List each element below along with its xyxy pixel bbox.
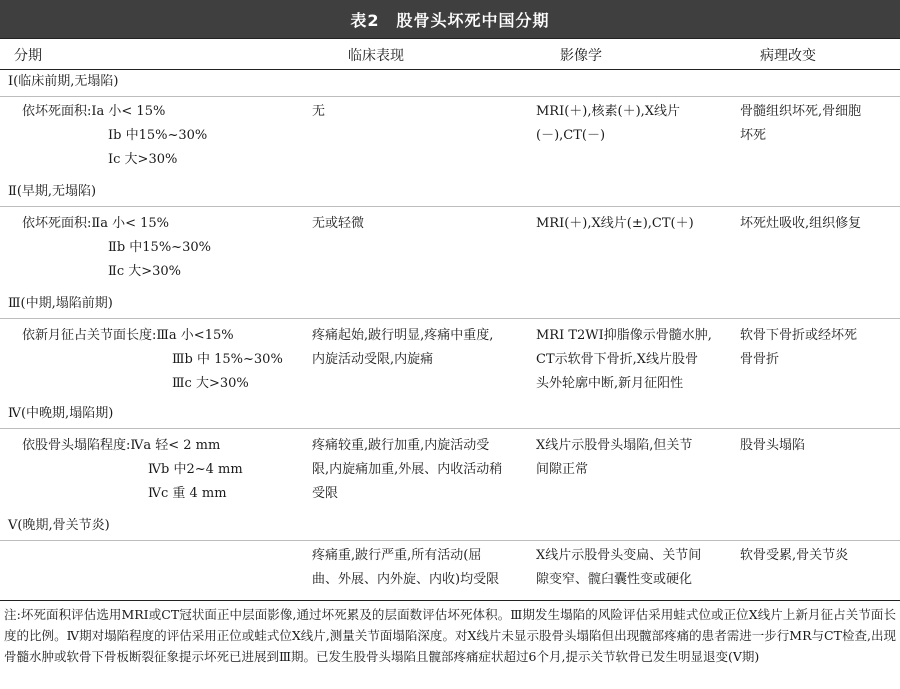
stage-2-line-a: 依坏死面积:Ⅱa 小< 15%: [22, 216, 170, 231]
table-bottom-rule: [0, 600, 900, 601]
stage-3-line-a: 依新月征占关节面长度:Ⅲa 小<15%: [22, 328, 234, 343]
separator: [0, 540, 900, 541]
separator: [0, 428, 900, 429]
stage-3-category: Ⅲ(中期,塌陷前期): [8, 296, 113, 311]
stage-3-line-b: Ⅲb 中 15%~30%: [172, 352, 283, 367]
stage-5-imaging-2: 隙变窄、髋臼囊性变或硬化: [536, 572, 693, 587]
stage-1-pathology-1: 骨髓组织坏死,骨细胞: [740, 104, 862, 119]
stage-3-line-c: Ⅲc 大>30%: [172, 376, 249, 391]
stage-4-clinical-3: 受限: [312, 486, 339, 501]
stage-4-pathology: 股骨头塌陷: [740, 438, 806, 453]
stage-3-clinical-1: 疼痛起始,跛行明显,疼痛中重度,: [312, 328, 494, 343]
stage-1-imaging-1: MRI(＋),核素(＋),X线片: [536, 104, 681, 119]
stage-5-clinical-1: 疼痛重,跛行严重,所有活动(屈: [312, 548, 482, 563]
stage-2-line-b: Ⅱb 中15%~30%: [108, 240, 211, 255]
stage-4-line-b: Ⅳb 中2~4 mm: [148, 462, 243, 477]
stage-4-imaging-2: 间隙正常: [536, 462, 589, 477]
stage-1-line-b: Ⅰb 中15%~30%: [108, 128, 208, 143]
table-title: 表2 股骨头坏死中国分期: [0, 0, 900, 38]
table-header-row: [0, 38, 900, 70]
stage-4-clinical-2: 限,内旋痛加重,外展、内收活动稍: [312, 462, 503, 477]
header-stage: 分期: [14, 48, 42, 64]
stage-1-category: Ⅰ(临床前期,无塌陷): [8, 74, 119, 89]
separator: [0, 96, 900, 97]
header-clinical: 临床表现: [348, 48, 404, 64]
stage-3-pathology-1: 软骨下骨折或经坏死: [740, 328, 858, 343]
header-imaging: 影像学: [560, 48, 602, 64]
stage-4-line-a: 依股骨头塌陷程度:Ⅳa 轻< 2 mm: [22, 438, 221, 453]
stage-1-line-a: 依坏死面积:Ⅰa 小< 15%: [22, 104, 166, 119]
stage-3-pathology-2: 骨骨折: [740, 352, 780, 367]
stage-1-pathology-2: 坏死: [740, 128, 767, 143]
stage-1-clinical: 无: [312, 104, 326, 119]
stage-2-imaging: MRI(＋),X线片(±),CT(＋): [536, 216, 694, 231]
stage-3-clinical-2: 内旋活动受限,内旋痛: [312, 352, 434, 367]
stage-3-imaging-1: MRI T2WI抑脂像示骨髓水肿,: [536, 328, 712, 343]
stage-2-clinical: 无或轻微: [312, 216, 365, 231]
stage-4-line-c: Ⅳc 重 4 mm: [148, 486, 227, 501]
header-pathology: 病理改变: [760, 48, 816, 64]
stage-3-imaging-2: CT示软骨下骨折,X线片股骨: [536, 352, 699, 367]
stage-4-clinical-1: 疼痛较重,跛行加重,内旋活动受: [312, 438, 490, 453]
stage-3-imaging-3: 头外轮廓中断,新月征阳性: [536, 376, 684, 391]
stage-5-imaging-1: X线片示股骨头变扁、关节间: [536, 548, 702, 563]
stage-2-pathology: 坏死灶吸收,组织修复: [740, 216, 862, 231]
stage-2-category: Ⅱ(早期,无塌陷): [8, 184, 97, 199]
stage-5-clinical-2: 曲、外展、内外旋、内收)均受限: [312, 572, 500, 587]
separator: [0, 206, 900, 207]
stage-1-line-c: Ⅰc 大>30%: [108, 152, 178, 167]
stage-4-category: Ⅳ(中晚期,塌陷期): [8, 406, 114, 421]
stage-5-category: Ⅴ(晚期,骨关节炎): [8, 518, 110, 533]
stage-4-imaging-1: X线片示股骨头塌陷,但关节: [536, 438, 693, 453]
table-footnote: 注:坏死面积评估选用MRI或CT冠状面正中层面影像,通过坏死累及的层面数评估坏死体积。Ⅲ期发生塌陷的风险评估采用蛙式位或正位X线片上新月征占关节面长度的比例。Ⅳ期对塌陷程度的评估采用正位或蛙式位X线片,测量关节面塌陷深度。对X线片未显示股骨头塌陷但出现髋部疼痛的患者需进一步行MR与CT检查,出现骨髓水肿或软骨下骨板断裂征象提示坏死已进展到Ⅲ期。已发生股骨头塌陷且髋部疼痛症状超过6个月,提示关节软骨已发生明显退变(Ⅴ期): [4, 607, 896, 664]
separator: [0, 318, 900, 319]
stage-1-imaging-2: (－),CT(－): [536, 128, 606, 143]
stage-2-line-c: Ⅱc 大>30%: [108, 264, 182, 279]
stage-5-pathology: 软骨受累,骨关节炎: [740, 548, 849, 563]
